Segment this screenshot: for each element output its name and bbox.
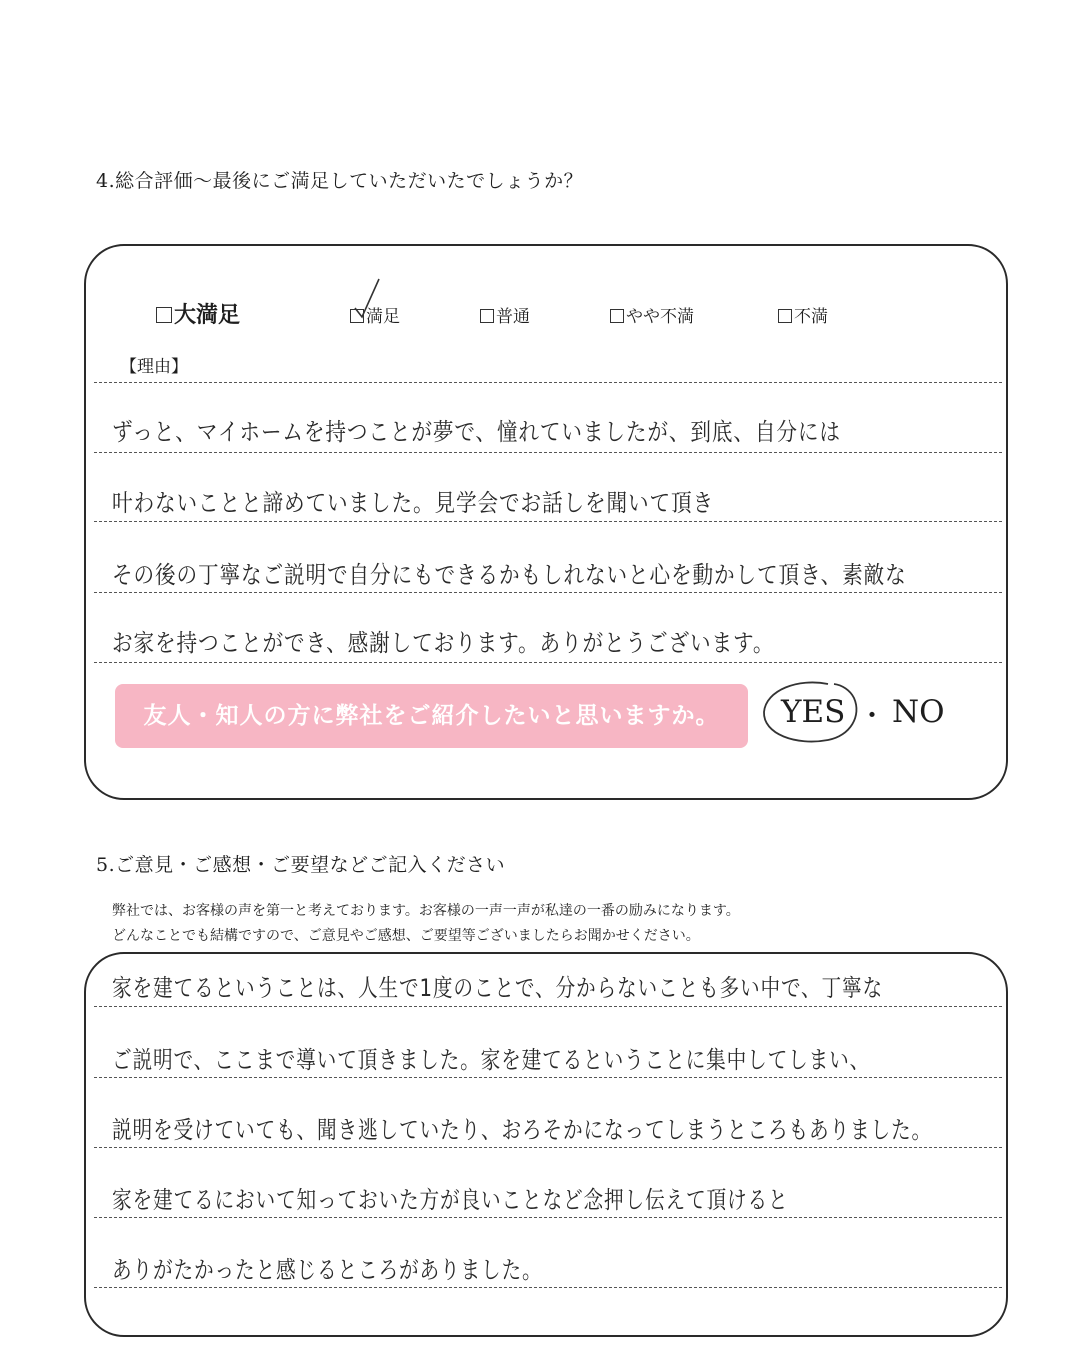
reason-label: 【理由】 (120, 357, 188, 377)
ruled-line (94, 382, 1002, 383)
ruled-line (94, 1287, 1002, 1288)
ruled-line (94, 1217, 1002, 1218)
ruled-line (94, 521, 1002, 522)
option-label: 普通 (496, 307, 530, 327)
option-label: 満足 (366, 307, 400, 327)
checkbox-icon[interactable] (610, 309, 624, 323)
ruled-line (94, 452, 1002, 453)
comment-line: 家を建てるにおいて知っておいた方が良いことなど念押し伝えて頂けると (112, 1186, 789, 1214)
comment-line: ご説明で、ここまで導いて頂きました。家を建てるということに集中してしまい、 (112, 1046, 871, 1074)
option-satisfied[interactable] (350, 302, 400, 327)
no-option[interactable]: NO (892, 694, 945, 730)
checkbox-icon[interactable] (156, 307, 172, 323)
intro-text: どんなことでも結構ですので、ご意見やご感想、ご要望等ございましたらお聞かせください。 (112, 928, 700, 944)
option-somewhat-dissatisfied[interactable] (610, 302, 694, 327)
reason-line: ずっと、マイホームを持つことが夢で、憧れていましたが、到底、自分には (112, 418, 841, 446)
reason-line: 叶わないことと諦めていました。見学会でお話しを聞いて頂き (112, 489, 714, 517)
reason-line: その後の丁寧なご説明で自分にもできるかもしれないと心を動かして頂き、素敵な (112, 561, 907, 589)
answer-separator: ・ (858, 699, 887, 732)
comment-line: 説明を受けていても、聞き逃していたり、おろそかになってしまうところもありました。 (112, 1116, 932, 1144)
option-label: やや不満 (626, 307, 694, 327)
comment-line: 家を建てるということは、人生で1度のことで、分からないことも多い中で、丁寧な (112, 974, 884, 1002)
question-5-title: 5.ご意見・ご感想・ご要望などご記入ください (96, 854, 506, 876)
option-label: 大満足 (174, 302, 241, 328)
ruled-line (94, 1077, 1002, 1078)
ruled-line (94, 662, 1002, 663)
option-very-satisfied[interactable] (156, 298, 240, 329)
option-dissatisfied[interactable] (778, 302, 828, 327)
question-4-title: 4.総合評価〜最後にご満足していただいたでしょうか？ (96, 170, 584, 192)
intro-text: 弊社では、お客様の声を第一と考えております。お客様の一声一声が私達の一番の励みになります。 (112, 903, 740, 919)
option-neutral[interactable] (480, 302, 530, 327)
yes-option[interactable]: YES (781, 694, 846, 730)
checkbox-icon[interactable] (480, 309, 494, 323)
checkbox-icon[interactable] (778, 309, 792, 323)
ruled-line (94, 1147, 1002, 1148)
recommend-question: 友人・知人の方に弊社をご紹介したいと思いますか。 (115, 684, 748, 748)
checkbox-icon[interactable] (350, 309, 364, 323)
comment-line: ありがたかったと感じるところがありました。 (112, 1256, 543, 1284)
option-label: 不満 (794, 307, 828, 327)
ruled-line (94, 1006, 1002, 1007)
reason-line: お家を持つことができ、感謝しております。ありがとうございます。 (112, 629, 775, 657)
ruled-line (94, 592, 1002, 593)
